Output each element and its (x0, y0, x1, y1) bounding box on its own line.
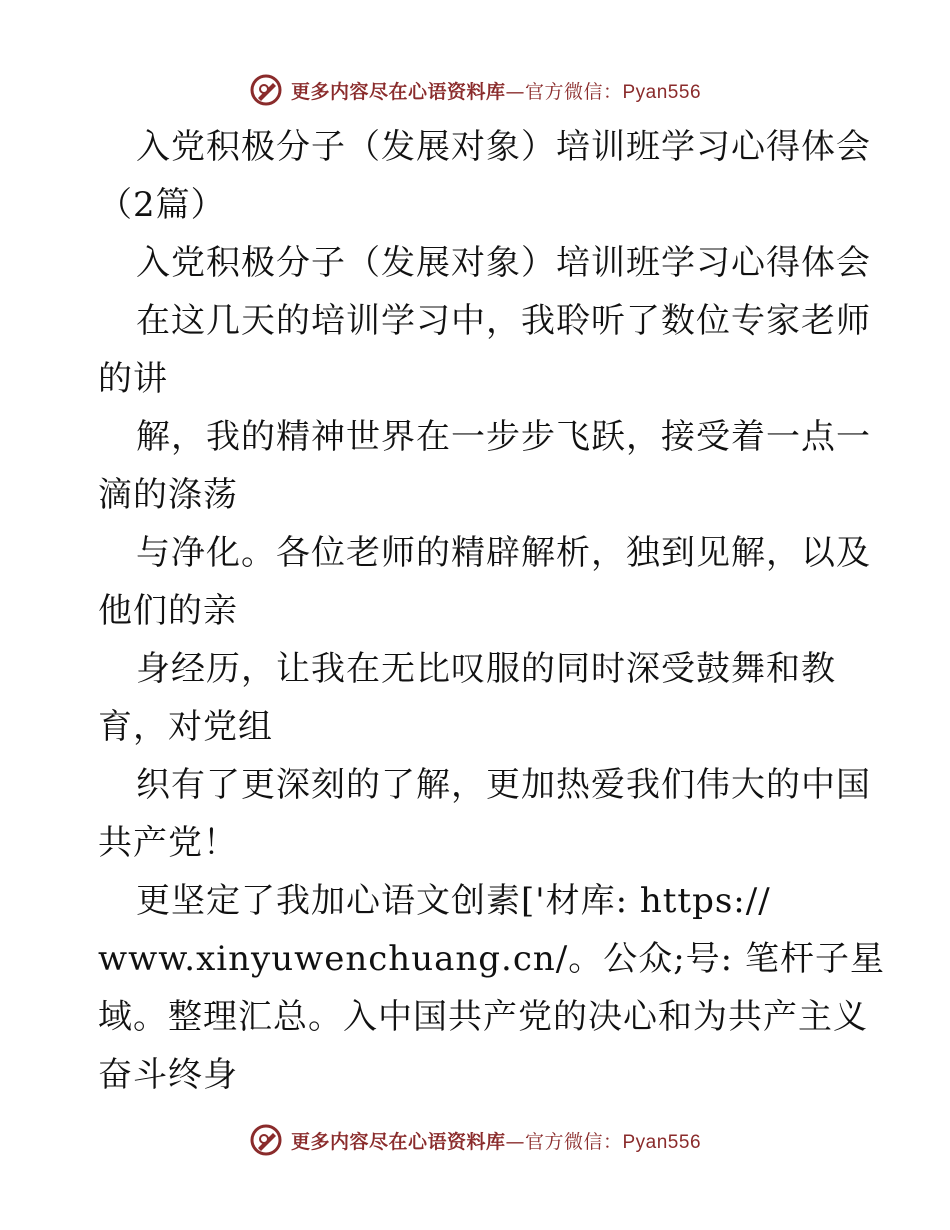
text-line: 织有了更深刻的了解，更加热爱我们伟大的中国 (136, 765, 871, 805)
text-line: 在这几天的培训学习中，我聆听了数位专家老师 (136, 301, 871, 341)
header-wechat-contact: 官方微信：Pyan556 (525, 81, 702, 103)
footer-separator: — (505, 1130, 525, 1153)
text-line: 解，我的精神世界在一步步飞跃，接受着一点一 (136, 417, 871, 457)
text-line: 身经历，让我在无比叹服的同时深受鼓舞和教 (136, 649, 836, 689)
header-banner-text (291, 77, 701, 104)
text-line: www.xinyuwenchuang.cn/。公众;号: 笔杆子星 (98, 939, 885, 979)
text-line: 入党积极分子（发展对象）培训班学习心得体会 (136, 243, 871, 283)
text-line: 更坚定了我加心语文创素['材库: https:// (136, 881, 771, 921)
text-line: 共产党！ (98, 823, 238, 863)
footer-banner-content (249, 1123, 701, 1157)
text-line: 育，对党组 (98, 707, 273, 747)
text-line: 奋斗终身 (98, 1055, 238, 1095)
text-line: （2篇） (98, 185, 226, 225)
header-banner-content (249, 73, 701, 107)
header-separator: — (505, 80, 525, 103)
brush-pen-logo-icon (249, 1123, 283, 1157)
text-line: 入党积极分子（发展对象）培训班学习心得体会 (136, 127, 871, 167)
text-line: 滴的涤荡 (98, 475, 238, 515)
text-line: 域。整理汇总。入中国共产党的决心和为共产主义 (98, 997, 868, 1037)
footer-wechat-contact: 官方微信：Pyan556 (525, 1131, 702, 1153)
footer-banner (0, 1120, 950, 1160)
text-line: 他们的亲 (98, 591, 238, 631)
header-banner (0, 70, 950, 110)
brush-pen-logo-icon (249, 73, 283, 107)
footer-banner-text (291, 1127, 701, 1154)
text-line: 与净化。各位老师的精辟解析，独到见解，以及 (136, 533, 871, 573)
footer-library-name: 更多内容尽在心语资料库 (290, 1130, 506, 1153)
document-body (98, 118, 885, 1104)
header-library-name: 更多内容尽在心语资料库 (290, 80, 506, 103)
text-line: 的讲 (98, 359, 168, 399)
